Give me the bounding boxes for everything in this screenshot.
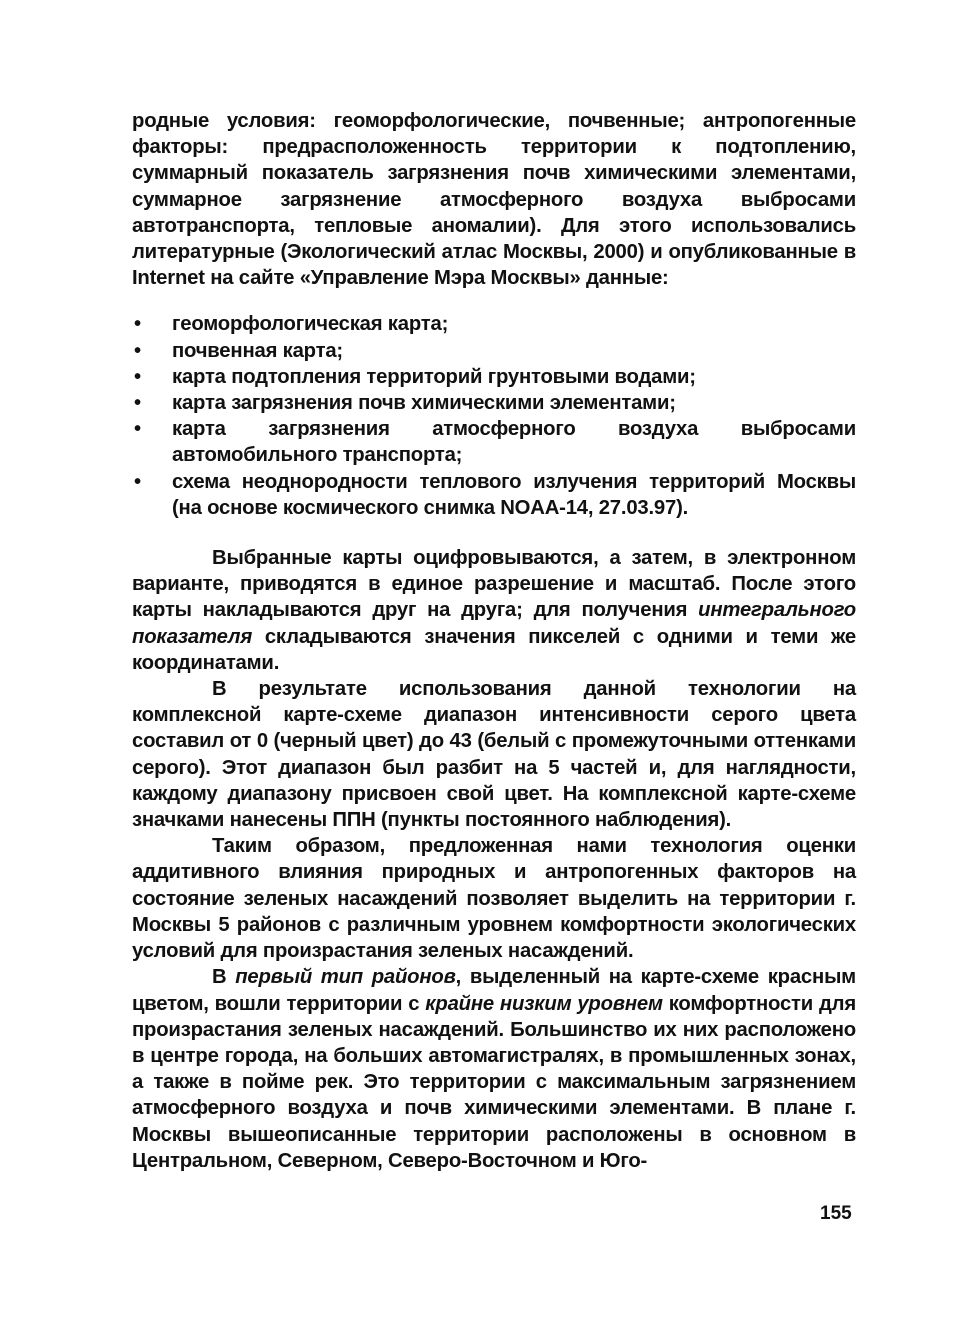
emphasis-text: первый тип районов: [235, 966, 456, 989]
text-span: , выделенный на карте-схеме красным цветом, вошли территории с: [132, 966, 856, 1015]
list-item-text: карта загрязнения почв химическими элементами;: [172, 392, 676, 415]
list-item: [132, 364, 856, 390]
list-item: [132, 469, 856, 521]
list-item: [132, 338, 856, 364]
list-item: [132, 416, 856, 468]
list-item-text: схема неоднородности теплового излучения территорий Москвы (на основе космического снимка NOAA-14, 27.03.97).: [172, 470, 856, 519]
list-item-text: геоморфологическая карта;: [172, 313, 449, 336]
text-span: В: [212, 966, 236, 989]
method-paragraph: [132, 545, 856, 676]
result-paragraph: В результате использования данной технологии на комплексной карте-схеме диапазон интенсивности серого цвета составил от 0 (черный цвет) до 43 (белый с промежуточными оттенками серого). Этот диапазон был разбит на 5 частей и, для наглядности, каждому диапазону присвоен свой цвет. На комплексной карте-схеме значками нанесены ППН (пункты постоянного наблюдения).: [132, 678, 856, 832]
text-span: комфортности для произрастания зеленых насаждений. Большинство их них расположено в центре города, на больших автомагистралях, в промышленных зонах, а также в пойме рек. Это территории с максимальным загрязнением атмосферного воздуха и почв химическими элементами. В плане г. Москвы вышеописанные территории расположены в основном в Центральном, Северном, Северо-Восточном и Юго-: [132, 992, 856, 1172]
emphasis-text: крайне низким уровнем: [425, 992, 663, 1015]
district-type-paragraph: [132, 964, 856, 1174]
list-item-text: карта подтопления территорий грунтовыми водами;: [172, 365, 696, 388]
text-span: складываются значения пикселей с одними и теми же координатами.: [132, 625, 856, 674]
text-span: Выбранные карты оцифровываются, а затем, в электронном варианте, приводятся в единое разрешение и масштаб. После этого карты накладываются друг на друга; для получения: [132, 547, 856, 622]
bullet-icon: •: [134, 313, 141, 336]
list-item-text: карта загрязнения атмосферного воздуха выбросами автомобильного транспорта;: [172, 418, 856, 467]
intro-paragraph: родные условия: геоморфологические, почвенные; антропогенные факторы: предрасположенность территории к подтоплению, суммарный показатель загрязнения почв химическими элементами, суммарное загрязнение атмосферного воздуха выбросами автотранспорта, тепловые аномалии). Для этого использовались литературные (Экологический атлас Москвы, 2000) и опубликованные в Internet на сайте «Управление Мэра Москвы» данные:: [132, 110, 856, 290]
bullet-icon: •: [134, 339, 141, 362]
bullet-icon: •: [134, 470, 141, 493]
page-number: 155: [820, 1203, 852, 1224]
list-item-text: почвенная карта;: [172, 339, 343, 362]
list-item: [132, 390, 856, 416]
emphasis-text: интегрального показателя: [132, 599, 856, 648]
conclusion-paragraph: Таким образом, предложенная нами технология оценки аддитивного влияния природных и антропогенных факторов на состояние зеленых насаждений позволяет выделить на территории г. Москвы 5 районов с различным уровнем комфортности экологических условий для произрастания зеленых насаждений.: [132, 835, 856, 963]
bullet-icon: •: [134, 392, 141, 415]
list-item: [132, 311, 856, 337]
map-list: [132, 311, 856, 521]
bullet-icon: •: [134, 365, 141, 388]
page-body: [132, 108, 856, 1174]
bullet-icon: •: [134, 418, 141, 441]
